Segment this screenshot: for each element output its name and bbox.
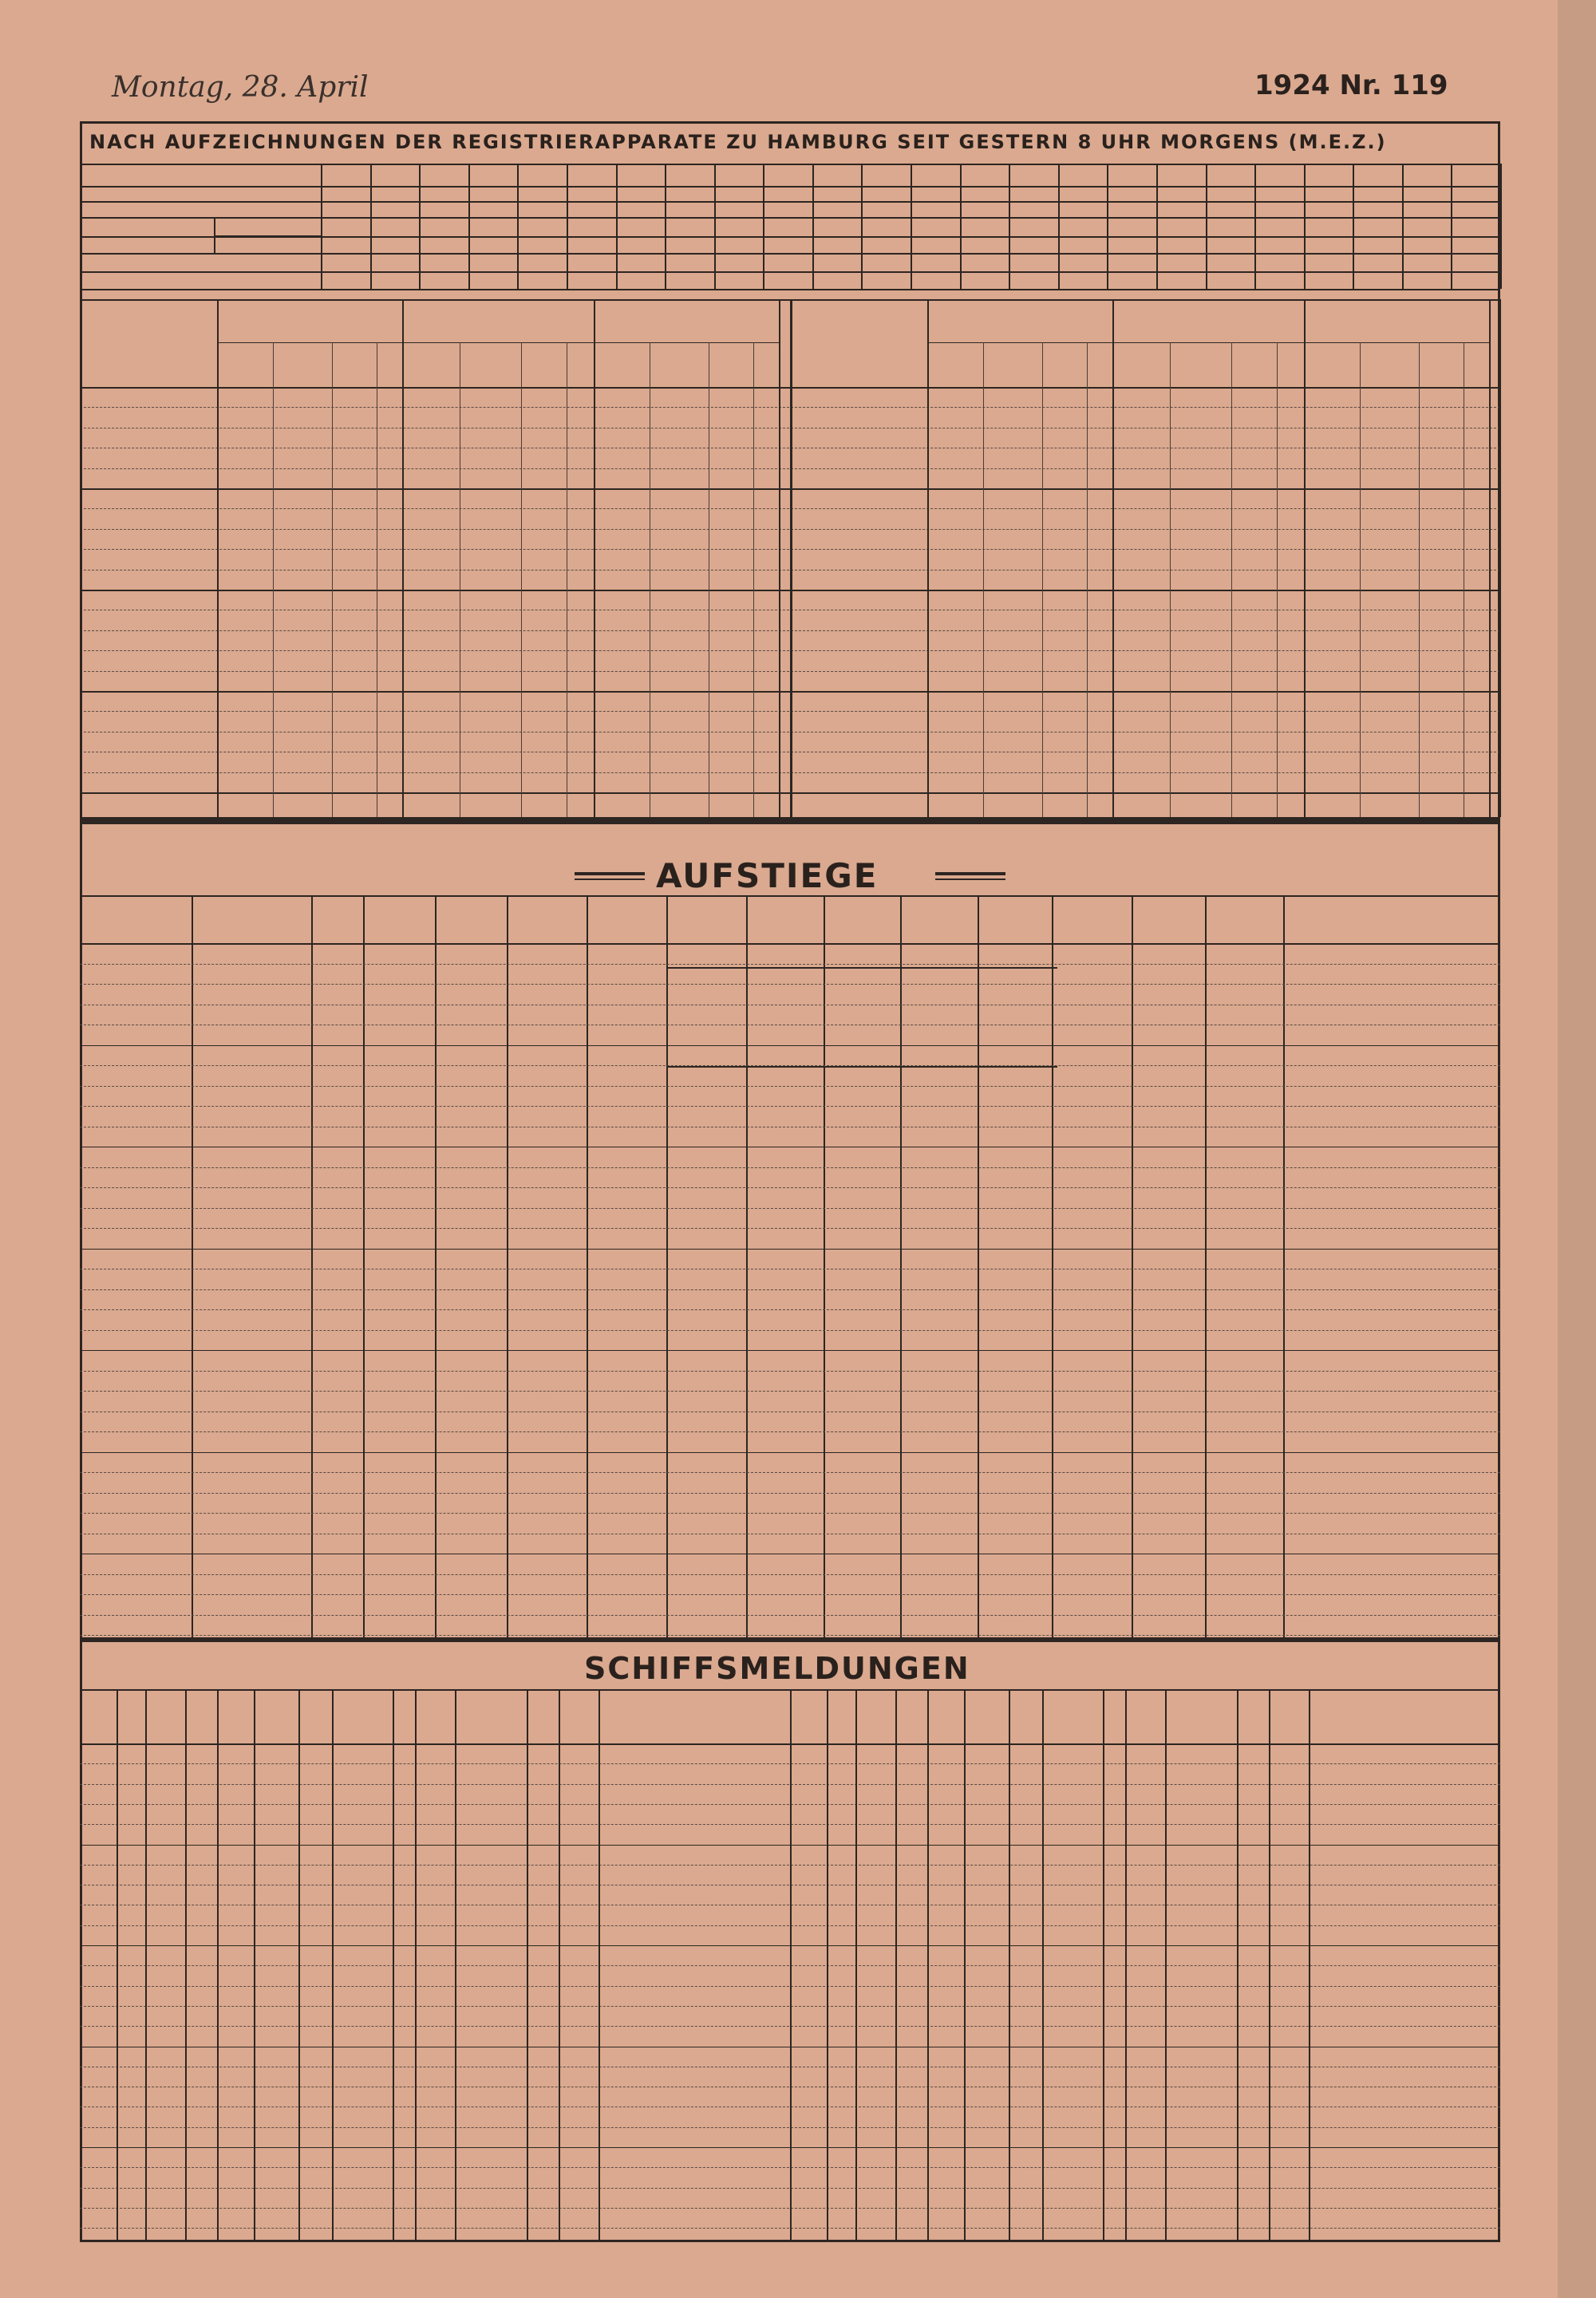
rule <box>1231 342 1232 817</box>
rule <box>80 1330 1500 1331</box>
rule <box>185 1689 187 2242</box>
rule <box>273 342 274 817</box>
rule <box>587 895 588 1640</box>
title-rule <box>575 879 645 880</box>
rule <box>80 1167 1500 1168</box>
rule <box>468 164 470 289</box>
rule <box>402 342 594 343</box>
rule <box>80 236 1500 238</box>
rule <box>80 271 1500 273</box>
rule <box>80 1187 1500 1188</box>
rule <box>1042 1689 1044 2242</box>
rule <box>812 164 814 289</box>
rule <box>1165 1689 1167 2242</box>
underline <box>666 967 1057 969</box>
rule <box>895 1689 897 2242</box>
rule <box>435 895 437 1640</box>
rule <box>790 299 792 817</box>
rule <box>763 164 764 289</box>
rule <box>1125 1689 1127 2242</box>
rule <box>80 1350 1500 1351</box>
rule <box>1087 342 1088 817</box>
rule <box>1103 1689 1104 2242</box>
rule <box>80 1289 1500 1290</box>
rule <box>298 1689 300 2242</box>
rule <box>666 895 668 1640</box>
rule <box>746 895 748 1640</box>
header-year-number: 1924 Nr. 119 <box>1254 69 1448 101</box>
rule <box>80 201 1500 203</box>
rule <box>517 164 519 289</box>
rule <box>1402 164 1404 289</box>
rule <box>594 342 779 343</box>
rule <box>80 1594 1500 1595</box>
rule <box>616 164 618 289</box>
rule <box>1206 164 1207 289</box>
rule <box>80 1431 1500 1432</box>
rule <box>1353 164 1354 289</box>
rule <box>983 342 984 817</box>
rule <box>1132 895 1133 1640</box>
rule <box>217 342 402 343</box>
rule <box>527 1689 528 2242</box>
rule <box>1205 895 1207 1640</box>
rule <box>790 1689 792 2242</box>
rule <box>370 164 372 289</box>
rule <box>80 1208 1500 1209</box>
rule <box>1489 299 1491 817</box>
rule <box>80 164 1500 165</box>
registration-title: NACH AUFZEICHNUNGEN DER REGISTRIERAPPARATE ZU HAMBURG SEIT GESTERN 8 UHR MORGENS (M.E.Z.) <box>89 131 1387 153</box>
rule <box>911 164 912 289</box>
rule <box>332 1689 334 2242</box>
rule <box>80 217 1500 219</box>
rule <box>1309 1689 1310 2242</box>
rule <box>80 186 1500 188</box>
rule <box>80 943 1500 945</box>
rule <box>1304 299 1306 817</box>
rule <box>80 1371 1500 1372</box>
rule <box>1237 1689 1238 2242</box>
header-date: Montag, 28. April <box>112 71 369 104</box>
rule <box>80 1493 1500 1494</box>
rule <box>80 1513 1500 1514</box>
rule <box>594 299 595 817</box>
rule <box>927 1689 929 2242</box>
rule <box>80 253 1500 255</box>
rule <box>559 1689 560 2242</box>
rule <box>217 1689 219 2242</box>
rule <box>145 1689 147 2242</box>
rule <box>80 1452 1500 1453</box>
rule <box>1058 164 1060 289</box>
rule <box>80 299 82 817</box>
rule <box>80 1086 1500 1087</box>
rule <box>80 1249 1500 1250</box>
title-rule <box>575 872 645 875</box>
rule <box>927 299 929 817</box>
rule <box>1269 1689 1270 2242</box>
rule <box>1500 164 1502 289</box>
rule <box>927 342 1112 343</box>
rule <box>415 1689 417 2242</box>
rule <box>1170 342 1171 817</box>
rule <box>254 1689 255 2242</box>
rule <box>80 1106 1500 1107</box>
rule <box>80 1574 1500 1575</box>
rule <box>1107 164 1108 289</box>
rule <box>1052 895 1053 1640</box>
rule <box>507 895 508 1640</box>
rule <box>332 342 333 817</box>
rule <box>217 299 219 817</box>
rule <box>978 895 979 1640</box>
rule <box>1112 342 1304 343</box>
rule <box>1360 342 1361 817</box>
rule <box>900 895 902 1640</box>
rule <box>1499 299 1501 817</box>
rule <box>363 895 365 1640</box>
rule <box>393 1689 394 2242</box>
rule <box>80 1615 1500 1616</box>
rule <box>1277 342 1278 817</box>
underline <box>666 1066 1057 1068</box>
rule <box>1112 299 1114 817</box>
rule <box>80 289 1500 290</box>
rule <box>960 164 962 289</box>
rule <box>214 235 321 236</box>
rule <box>1009 164 1010 289</box>
rule <box>1283 895 1285 1640</box>
rule <box>1451 164 1452 289</box>
rule <box>521 342 522 817</box>
rule <box>753 342 754 817</box>
rule <box>80 1635 1500 1636</box>
rule <box>1009 1689 1010 2242</box>
rule <box>1042 342 1043 817</box>
title-rule <box>935 879 1005 880</box>
rule <box>714 164 716 289</box>
aufstiege-title: AUFSTIEGE <box>656 856 879 895</box>
rule <box>80 1045 1500 1046</box>
rule <box>80 1309 1500 1310</box>
rule <box>419 164 421 289</box>
rule <box>1254 164 1256 289</box>
rule <box>80 984 1500 985</box>
rule <box>861 164 863 289</box>
rule <box>321 164 322 289</box>
rule <box>311 895 313 1640</box>
rule <box>567 164 568 289</box>
rule <box>1156 164 1158 289</box>
title-rule <box>935 872 1005 875</box>
schiff-title: SCHIFFSMELDUNGEN <box>584 1651 970 1686</box>
rule <box>80 895 1500 897</box>
rule <box>779 299 780 817</box>
rule <box>1304 164 1306 289</box>
rule <box>665 164 666 289</box>
rule <box>80 964 1500 965</box>
rule <box>1304 342 1489 343</box>
rule <box>827 1689 828 2242</box>
rule <box>964 1689 966 2242</box>
page-edge <box>1558 0 1596 2298</box>
rule <box>402 299 404 817</box>
rule <box>455 1689 456 2242</box>
rule <box>824 895 825 1640</box>
rule <box>117 1689 118 2242</box>
rule <box>598 1689 600 2242</box>
rule <box>192 895 193 1640</box>
rule <box>80 1472 1500 1473</box>
rule <box>80 1391 1500 1392</box>
rule <box>80 817 1500 819</box>
rule <box>855 1689 857 2242</box>
rule <box>1419 342 1420 817</box>
rule <box>80 1228 1500 1229</box>
